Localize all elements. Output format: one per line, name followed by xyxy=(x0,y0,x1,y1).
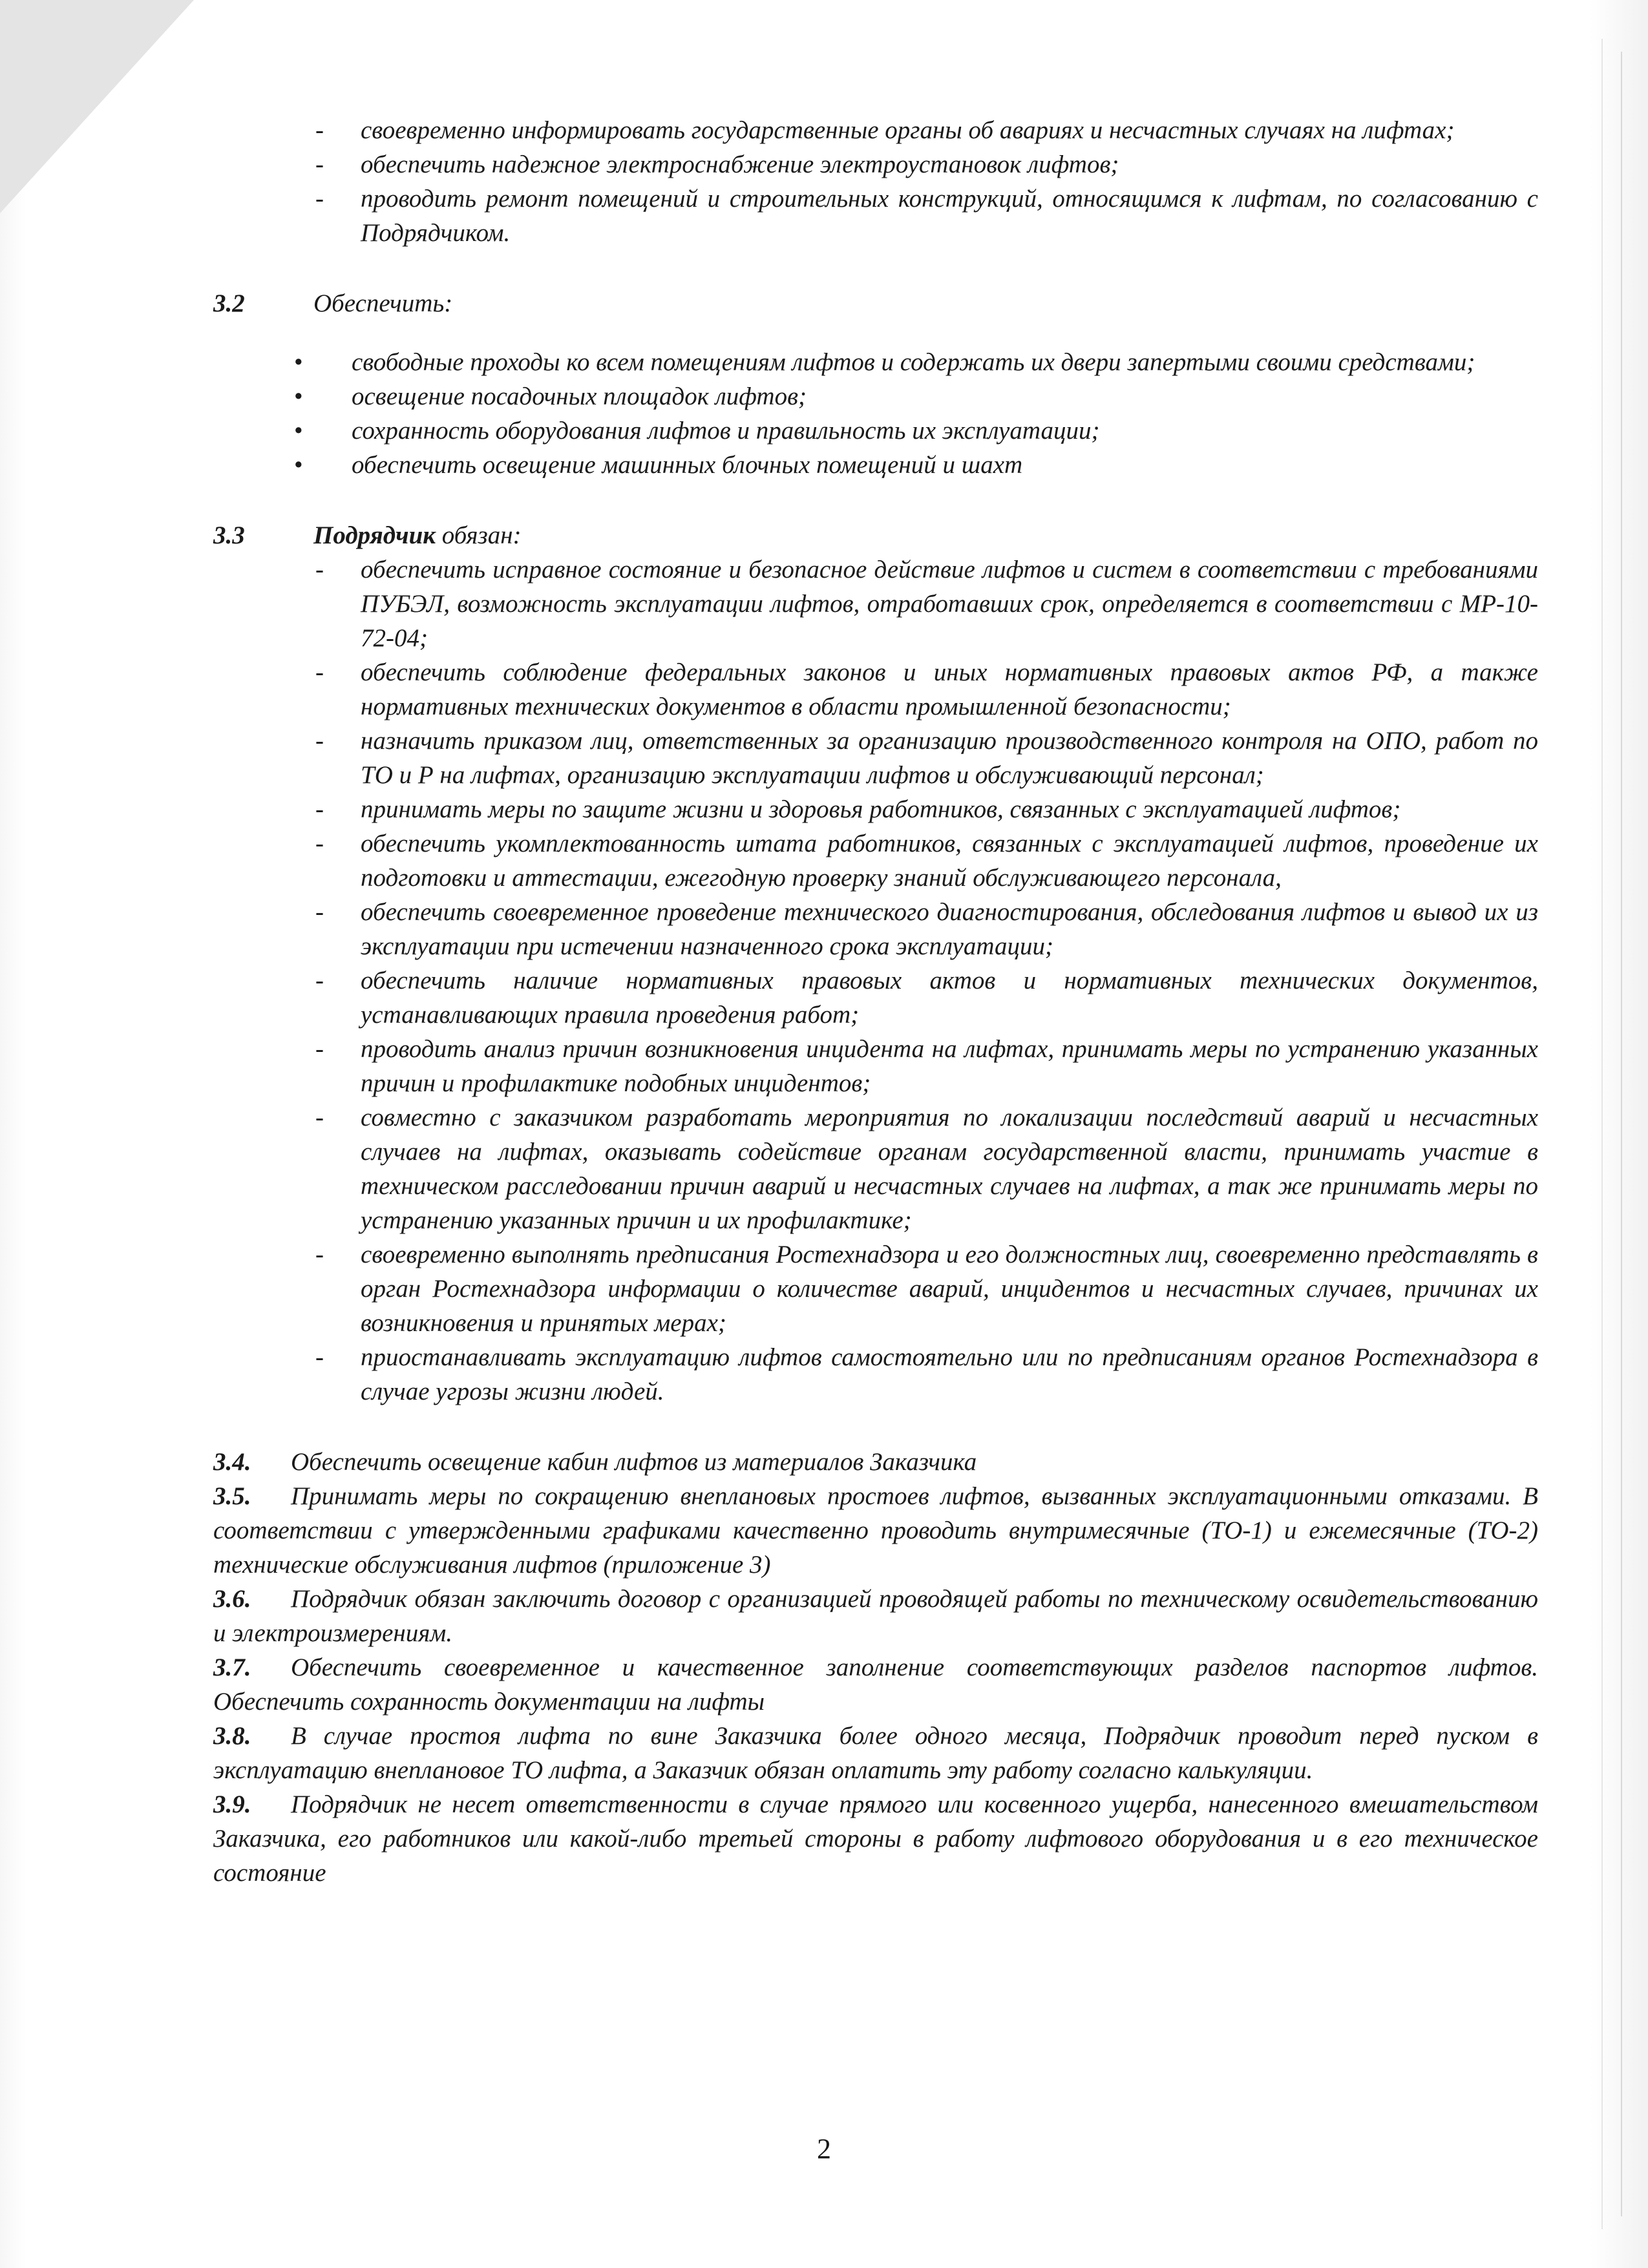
bullet-item: • свободные проходы ко всем помещениям лифтов и содержать их двери запертыми своими средствами; xyxy=(213,345,1538,379)
section-title-bold: Подрядчик xyxy=(313,521,436,549)
bullet-text: свободные проходы ко всем помещениям лифтов и содержать их двери запертыми своими средствами; xyxy=(352,348,1475,376)
paragraph-number: 3.7. xyxy=(213,1654,251,1681)
section-3-3-list xyxy=(213,552,1538,1409)
paragraph-text: В случае простоя лифта по вине Заказчика более одного месяца, Подрядчик проводит перед пуском в эксплуатацию внеплановое ТО лифта, а Заказчик обязан оплатить эту работу согласно калькуляции. xyxy=(213,1722,1538,1784)
page-edge-back xyxy=(1601,39,1603,2229)
section-title-rest: обязан: xyxy=(436,521,522,549)
list-item: - обеспечить укомплектованность штата работников, связанных с эксплуатацией лифтов, проведение их подготовки и аттестации, ежегодную проверку знаний обслуживающего персонала, xyxy=(213,826,1538,895)
list-item: - принимать меры по защите жизни и здоровья работников, связанных с эксплуатацией лифтов; xyxy=(213,792,1538,826)
paragraph-number: 3.9. xyxy=(213,1790,251,1818)
bullet-text: освещение посадочных площадок лифтов; xyxy=(352,383,807,410)
bullet-item: • освещение посадочных площадок лифтов; xyxy=(213,379,1538,414)
list-item: - приостанавливать эксплуатацию лифтов самостоятельно или по предписаниям органов Ростехнадзора в случае угрозы жизни людей. xyxy=(213,1340,1538,1409)
list-item: - своевременно информировать государственные органы об авариях и несчастных случаях на лифтах; xyxy=(213,113,1538,147)
document-body xyxy=(213,113,1538,1890)
bullet-item: • обеспечить освещение машинных блочных помещений и шахт xyxy=(213,448,1538,482)
paragraph xyxy=(213,1445,1538,1479)
paragraph xyxy=(213,1479,1538,1582)
list-item-text: обеспечить своевременное проведение технического диагностирования, обследования лифтов и вывод их из эксплуатации при истечении назначенного срока эксплуатации; xyxy=(361,898,1538,960)
section-number: 3.2 xyxy=(213,289,245,317)
list-item-text: совместно с заказчиком разработать мероприятия по локализации последствий аварий и несчастных случаев на лифтах, оказывать содействие органам государственной власти, принимать участие в техническом расследовании причин аварий и несчастных случаев на лифтах, а так же принимать меры по устранению указанных причин и их профилактике; xyxy=(361,1104,1538,1234)
list-item-text: обеспечить наличие нормативных правовых актов и нормативных технических документов, устанавливающих правила проведения работ; xyxy=(361,967,1538,1029)
page-number: 2 xyxy=(817,2133,831,2165)
paragraph-number: 3.5. xyxy=(213,1482,251,1510)
folded-corner xyxy=(0,0,194,213)
list-item-text: проводить ремонт помещений и строительных конструкций, относящимся к лифтам, по согласованию с Подрядчиком. xyxy=(361,185,1538,247)
list-item: - совместно с заказчиком разработать мероприятия по локализации последствий аварий и несчастных случаев на лифтах, оказывать содействие органам государственной власти, принимать участие в техническом расследовании причин аварий и несчастных случаев на лифтах, а так же принимать меры по устранению указанных причин и их профилактике; xyxy=(213,1100,1538,1237)
paragraph xyxy=(213,1787,1538,1890)
list-item: - назначить приказом лиц, ответственных за организацию производственного контроля на ОПО, работ по ТО и Р на лифтах, организацию эксплуатации лифтов и обслуживающий персонал; xyxy=(213,724,1538,792)
paragraph-number: 3.8. xyxy=(213,1722,251,1750)
list-item: - своевременно выполнять предписания Ростехнадзора и его должностных лиц, своевременно представлять в орган Ростехнадзора информации о количестве аварий, инцидентов и несчастных случаев, причинах их возникновения и принятых мерах; xyxy=(213,1237,1538,1340)
paragraph xyxy=(213,1650,1538,1719)
list-item-text: обеспечить укомплектованность штата работников, связанных с эксплуатацией лифтов, проведение их подготовки и аттестации, ежегодную проверку знаний обслуживающего персонала, xyxy=(361,830,1538,892)
paragraph-text: Обеспечить освещение кабин лифтов из материалов Заказчика xyxy=(291,1448,977,1476)
paragraph xyxy=(213,1582,1538,1650)
paragraph-number: 3.6. xyxy=(213,1585,251,1613)
section-3-2-bullets xyxy=(213,345,1538,482)
list-item-text: приостанавливать эксплуатацию лифтов самостоятельно или по предписаниям органов Ростехнадзора в случае угрозы жизни людей. xyxy=(361,1343,1538,1405)
top-list xyxy=(213,113,1538,250)
numbered-paragraphs xyxy=(213,1445,1538,1890)
list-item: - обеспечить исправное состояние и безопасное действие лифтов и систем в соответствии с требованиями ПУБЭЛ, возможность эксплуатации лифтов, отработавших срок, определяется в соответствии с МР-10-72-04; xyxy=(213,552,1538,655)
section-title xyxy=(313,518,1538,552)
section-number: 3.3 xyxy=(213,521,245,549)
list-item-text: проводить анализ причин возникновения инцидента на лифтах, принимать меры по устранению указанных причин и профилактике подобных инцидентов; xyxy=(361,1035,1538,1097)
page-edge xyxy=(1621,52,1622,2216)
list-item-text: принимать меры по защите жизни и здоровья работников, связанных с эксплуатацией лифтов; xyxy=(361,795,1401,823)
list-item: - обеспечить надежное электроснабжение электроустановок лифтов; xyxy=(213,147,1538,182)
list-item-text: обеспечить надежное электроснабжение электроустановок лифтов; xyxy=(361,151,1119,178)
section-title: Обеспечить: xyxy=(313,289,453,317)
paragraph-text: Обеспечить своевременное и качественное заполнение соответствующих разделов паспортов лифтов. Обеспечить сохранность документации на лифты xyxy=(213,1654,1538,1716)
bullet-text: обеспечить освещение машинных блочных помещений и шахт xyxy=(352,451,1023,479)
list-item: - обеспечить соблюдение федеральных законов и иных нормативных правовых актов РФ, а также нормативных технических документов в области промышленной безопасности; xyxy=(213,655,1538,724)
list-item-text: своевременно информировать государственные органы об авариях и несчастных случаях на лифтах; xyxy=(361,116,1455,144)
bullet-item: • сохранность оборудования лифтов и правильность их эксплуатации; xyxy=(213,414,1538,448)
list-item-text: своевременно выполнять предписания Ростехнадзора и его должностных лиц, своевременно представлять в орган Ростехнадзора информации о количестве аварий, инцидентов и несчастных случаев, причинах их возникновения и принятых мерах; xyxy=(361,1241,1538,1337)
paragraph-text: Подрядчик не несет ответственности в случае прямого или косвенного ущерба, нанесенного вмешательством Заказчика, его работников или какой-либо третьей стороны в работу лифтового оборудования и в его техническое состояние xyxy=(213,1790,1538,1887)
paragraph-text: Принимать меры по сокращению внеплановых простоев лифтов, вызванных эксплуатационными отказами. В соответствии с утвержденными графиками качественно проводить внутримесячные (ТО-1) и ежемесячные (ТО-2) технические обслуживания лифтов (приложение 3) xyxy=(213,1482,1538,1579)
list-item: - проводить ремонт помещений и строительных конструкций, относящимся к лифтам, по согласованию с Подрядчиком. xyxy=(213,182,1538,250)
list-item-text: назначить приказом лиц, ответственных за организацию производственного контроля на ОПО, работ по ТО и Р на лифтах, организацию эксплуатации лифтов и обслуживающий персонал; xyxy=(361,727,1538,789)
paragraph xyxy=(213,1719,1538,1787)
paragraph-text: Подрядчик обязан заключить договор с организацией проводящей работы по техническому освидетельствованию и электроизмерениям. xyxy=(213,1585,1538,1647)
paragraph-number: 3.4. xyxy=(213,1448,251,1476)
list-item: - обеспечить наличие нормативных правовых актов и нормативных технических документов, устанавливающих правила проведения работ; xyxy=(213,963,1538,1032)
section-3-2-heading xyxy=(213,286,1538,320)
list-item-text: обеспечить соблюдение федеральных законов и иных нормативных правовых актов РФ, а также нормативных технических документов в области промышленной безопасности; xyxy=(361,658,1538,720)
list-item: - обеспечить своевременное проведение технического диагностирования, обследования лифтов и вывод их из эксплуатации при истечении назначенного срока эксплуатации; xyxy=(213,895,1538,963)
bullet-text: сохранность оборудования лифтов и правильность их эксплуатации; xyxy=(352,417,1100,445)
section-3-3-heading xyxy=(213,518,1538,552)
list-item-text: обеспечить исправное состояние и безопасное действие лифтов и систем в соответствии с требованиями ПУБЭЛ, возможность эксплуатации лифтов, отработавших срок, определяется в соответствии с МР-10-72-04; xyxy=(361,556,1538,652)
list-item: - проводить анализ причин возникновения инцидента на лифтах, принимать меры по устранению указанных причин и профилактике подобных инцидентов; xyxy=(213,1032,1538,1100)
